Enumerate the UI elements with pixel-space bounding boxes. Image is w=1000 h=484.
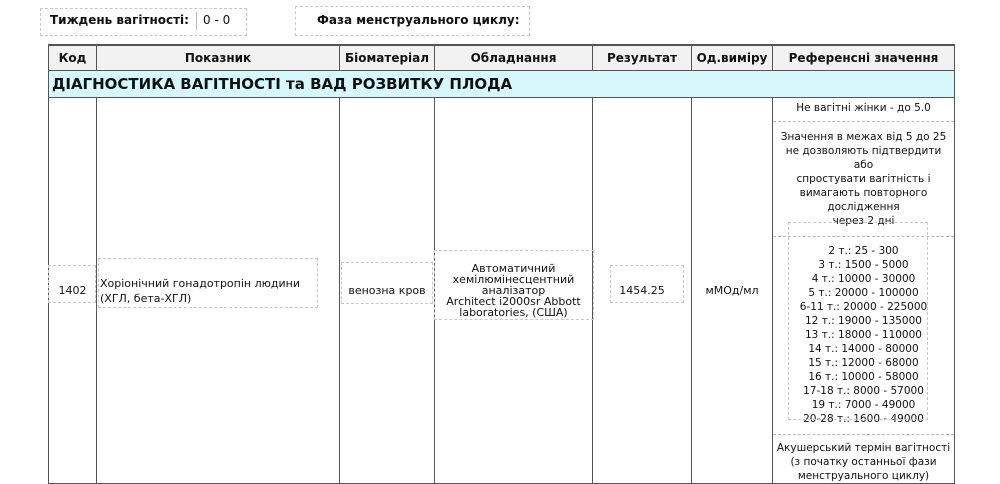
equipment-line3: Architect i2000sr Abbott	[446, 295, 581, 308]
reference-note-line: Значення в межах від 5 до 25	[780, 131, 947, 143]
reference-range: 16 т.: 10000 - 58000	[808, 371, 919, 383]
reference-range: 19 т.: 7000 - 49000	[811, 399, 916, 411]
reference-range: 17-18 т.: 8000 - 57000	[803, 385, 924, 397]
reference-range: 14 т.: 14000 - 80000	[808, 343, 919, 355]
equipment-cell	[435, 98, 593, 484]
reference-range: 2 т.: 25 - 300	[828, 245, 899, 257]
unit-cell: мМОд/мл	[692, 98, 773, 484]
indicator-name-line2: (ХГЛ, бета-ХГЛ)	[100, 291, 192, 305]
pregnancy-week-label: Тиждень вагітності:	[50, 13, 189, 27]
reference-note-line: через 2 дні	[832, 215, 895, 227]
reference-note-line: не дозволяють підтвердити або	[785, 145, 942, 171]
pregnancy-week-value: 0 - 0	[203, 13, 231, 27]
reference-note-line: спростувати вагітність і	[796, 173, 931, 185]
equipment-line1: Автоматичний	[471, 262, 556, 275]
col-header-result: Результат	[593, 45, 692, 71]
biomaterial-cell: венозна кров	[340, 98, 435, 484]
reference-term-note	[773, 435, 954, 483]
reference-term-line: (з початку останньої фази	[790, 456, 937, 468]
reference-range: 6-11 т.: 20000 - 225000	[799, 301, 928, 313]
cycle-phase-label: Фаза менструального циклу:	[317, 13, 520, 27]
reference-cell	[773, 98, 955, 484]
reference-range: 4 т.: 10000 - 30000	[811, 273, 916, 285]
reference-range: 20-28 т.: 1600 - 49000	[803, 413, 924, 425]
reference-range: 13 т.: 18000 - 110000	[805, 329, 922, 341]
col-header-unit: Од.виміру	[692, 45, 773, 71]
table-row	[49, 98, 955, 484]
reference-range: 3 т.: 1500 - 5000	[818, 259, 909, 271]
table-header-row	[49, 45, 955, 71]
indicator-cell	[97, 98, 340, 484]
col-header-reference: Референсні значення	[773, 45, 955, 71]
reference-note-line: дослідження	[827, 201, 900, 213]
section-title: ДІАГНОСТИКА ВАГІТНОСТІ та ВАД РОЗВИТКУ ПЛОДА	[49, 71, 955, 98]
col-header-indicator: Показник	[97, 45, 340, 71]
reference-term-line: Акушерський термін вагітності	[776, 442, 951, 454]
section-row	[49, 71, 955, 98]
equipment-line2: хемілюмінесцентний аналізатор	[452, 273, 575, 297]
reference-range: 5 т.: 20000 - 100000	[808, 287, 919, 299]
reference-note	[773, 122, 954, 237]
col-header-code: Код	[49, 45, 97, 71]
results-table	[48, 44, 955, 484]
reference-range: 12 т.: 19000 - 135000	[805, 315, 922, 327]
equipment-line4: laboratories, (США)	[459, 306, 568, 319]
result-cell: 1454.25	[593, 98, 692, 484]
col-header-equipment: Обладнання	[435, 45, 593, 71]
reference-term-line: менструального циклу)	[797, 470, 930, 482]
reference-ranges	[773, 237, 954, 435]
indicator-name-line1: Хоріонічний гонадотропін людини	[100, 276, 300, 290]
code-cell: 1402	[49, 98, 97, 484]
reference-range: 15 т.: 12000 - 68000	[808, 357, 919, 369]
reference-note-line: вимагають повторного	[799, 187, 928, 199]
col-header-biomaterial: Біоматеріал	[340, 45, 435, 71]
reference-non-pregnant: Не вагітні жінки - до 5.0	[773, 98, 954, 122]
